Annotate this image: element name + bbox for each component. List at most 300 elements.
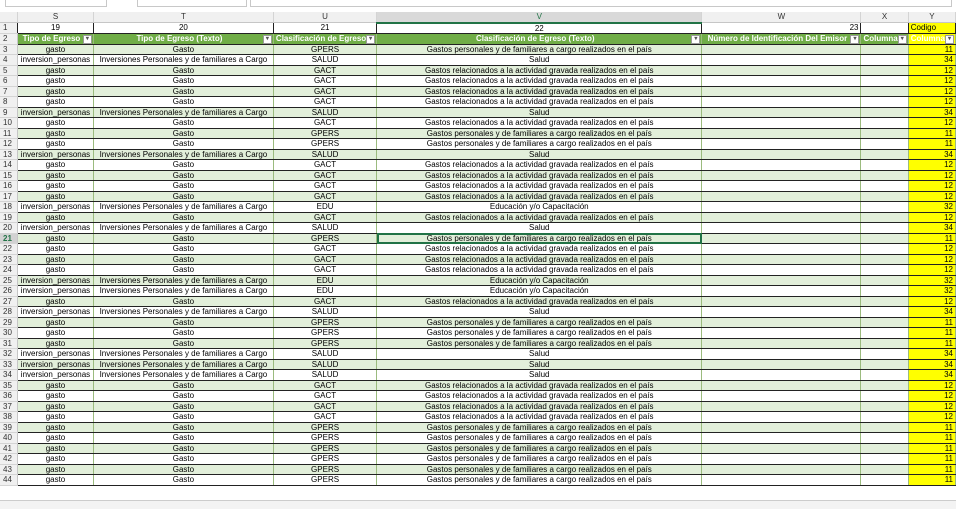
cell-Y1[interactable]: Codigo [908, 23, 955, 34]
cell-columna-x[interactable] [861, 328, 908, 339]
cell-clasificacion[interactable]: GACT [273, 181, 376, 192]
cell-clasificacion-texto[interactable]: Gastos relacionados a la actividad gravada realizados en el país [377, 86, 702, 97]
row-header[interactable]: 43 [0, 464, 18, 475]
cell-numero-identificacion[interactable] [702, 86, 861, 97]
header-cell-V[interactable] [377, 34, 702, 45]
cell-columna-x[interactable] [861, 265, 908, 276]
cell-tipo-egreso[interactable]: gasto [18, 97, 94, 108]
cell-numero-identificacion[interactable] [702, 286, 861, 297]
cell-numero-identificacion[interactable] [702, 244, 861, 255]
cell-clasificacion-texto[interactable]: Gastos relacionados a la actividad gravada realizados en el país [377, 118, 702, 129]
cell-codigo[interactable]: 12 [908, 265, 955, 276]
cell-numero-identificacion[interactable] [702, 401, 861, 412]
row-header[interactable]: 23 [0, 254, 18, 265]
cell-codigo[interactable]: 12 [908, 65, 955, 76]
cell-tipo-egreso-texto[interactable]: Gasto [93, 475, 273, 486]
cell-columna-x[interactable] [861, 76, 908, 87]
header-cell-W[interactable] [702, 34, 861, 45]
cell-clasificacion-texto[interactable]: Gastos personales y de familiares a cargo realizados en el país [377, 338, 702, 349]
cell-tipo-egreso-texto[interactable]: Gasto [93, 128, 273, 139]
cell-numero-identificacion[interactable] [702, 191, 861, 202]
cell-columna-x[interactable] [861, 317, 908, 328]
cell-tipo-egreso[interactable]: gasto [18, 317, 94, 328]
cell-numero-identificacion[interactable] [702, 338, 861, 349]
cell-tipo-egreso[interactable]: gasto [18, 328, 94, 339]
cell-clasificacion[interactable]: GPERS [273, 475, 376, 486]
cell-tipo-egreso[interactable]: inversion_personas [18, 223, 94, 234]
cell-clasificacion[interactable]: GACT [273, 254, 376, 265]
cell-clasificacion[interactable]: GACT [273, 170, 376, 181]
cell-numero-identificacion[interactable] [702, 254, 861, 265]
cell-codigo[interactable]: 12 [908, 380, 955, 391]
cell-tipo-egreso-texto[interactable]: Gasto [93, 86, 273, 97]
cell-numero-identificacion[interactable] [702, 107, 861, 118]
cell-clasificacion[interactable]: GPERS [273, 338, 376, 349]
name-box[interactable] [5, 0, 107, 7]
cell-codigo[interactable]: 12 [908, 401, 955, 412]
cell-clasificacion[interactable]: EDU [273, 286, 376, 297]
cell-S1[interactable]: 19 [18, 23, 94, 34]
cell-clasificacion-texto[interactable]: Gastos personales y de familiares a cargo realizados en el país [377, 443, 702, 454]
cell-clasificacion-texto[interactable]: Gastos relacionados a la actividad gravada realizados en el país [377, 412, 702, 423]
cell-V1[interactable]: 22 [377, 23, 702, 34]
cell-tipo-egreso[interactable]: gasto [18, 118, 94, 129]
formula-bar[interactable] [250, 0, 952, 7]
cell-tipo-egreso-texto[interactable]: Inversiones Personales y de familiares a Cargo [93, 349, 273, 360]
cell-numero-identificacion[interactable] [702, 202, 861, 213]
cell-tipo-egreso-texto[interactable]: Gasto [93, 65, 273, 76]
cell-tipo-egreso[interactable]: gasto [18, 443, 94, 454]
cell-columna-x[interactable] [861, 296, 908, 307]
cell-U1[interactable]: 21 [273, 23, 376, 34]
cell-tipo-egreso[interactable]: gasto [18, 76, 94, 87]
cell-codigo[interactable]: 11 [908, 475, 955, 486]
cell-columna-x[interactable] [861, 223, 908, 234]
cell-codigo[interactable]: 12 [908, 76, 955, 87]
cell-clasificacion[interactable]: SALUD [273, 359, 376, 370]
cell-tipo-egreso[interactable]: inversion_personas [18, 55, 94, 66]
row-header[interactable]: 2 [0, 34, 18, 45]
cell-clasificacion-texto[interactable]: Salud [377, 307, 702, 318]
cell-tipo-egreso-texto[interactable]: Inversiones Personales y de familiares a Cargo [93, 370, 273, 381]
cell-tipo-egreso-texto[interactable]: Gasto [93, 296, 273, 307]
row-header[interactable]: 20 [0, 223, 18, 234]
cell-tipo-egreso-texto[interactable]: Gasto [93, 76, 273, 87]
column-header-X[interactable]: X [861, 12, 908, 23]
filter-dropdown-icon[interactable]: ▾ [83, 35, 92, 44]
row-header[interactable]: 24 [0, 265, 18, 276]
cell-tipo-egreso-texto[interactable]: Gasto [93, 170, 273, 181]
cell-clasificacion[interactable]: GPERS [273, 433, 376, 444]
cell-codigo[interactable]: 11 [908, 317, 955, 328]
cell-numero-identificacion[interactable] [702, 475, 861, 486]
cell-columna-x[interactable] [861, 338, 908, 349]
cell-clasificacion-texto[interactable]: Gastos personales y de familiares a cargo realizados en el país [377, 44, 702, 55]
cell-tipo-egreso[interactable]: inversion_personas [18, 286, 94, 297]
cell-tipo-egreso[interactable]: gasto [18, 454, 94, 465]
cell-tipo-egreso-texto[interactable]: Gasto [93, 412, 273, 423]
cell-columna-x[interactable] [861, 128, 908, 139]
cell-numero-identificacion[interactable] [702, 454, 861, 465]
cell-clasificacion-texto[interactable]: Gastos relacionados a la actividad gravada realizados en el país [377, 170, 702, 181]
cell-clasificacion[interactable]: GACT [273, 86, 376, 97]
cell-columna-x[interactable] [861, 244, 908, 255]
cell-numero-identificacion[interactable] [702, 170, 861, 181]
cell-codigo[interactable]: 32 [908, 202, 955, 213]
cell-columna-x[interactable] [861, 149, 908, 160]
row-header[interactable]: 8 [0, 97, 18, 108]
cell-clasificacion[interactable]: SALUD [273, 349, 376, 360]
cell-columna-x[interactable] [861, 233, 908, 244]
cell-codigo[interactable]: 34 [908, 55, 955, 66]
cell-codigo[interactable]: 11 [908, 338, 955, 349]
row-header[interactable]: 19 [0, 212, 18, 223]
cell-tipo-egreso-texto[interactable]: Inversiones Personales y de familiares a Cargo [93, 223, 273, 234]
row-header[interactable]: 11 [0, 128, 18, 139]
filter-dropdown-icon[interactable]: ▾ [263, 35, 272, 44]
cell-numero-identificacion[interactable] [702, 317, 861, 328]
row-header[interactable]: 12 [0, 139, 18, 150]
header-cell-U[interactable] [273, 34, 376, 45]
cell-clasificacion[interactable]: GPERS [273, 328, 376, 339]
cell-tipo-egreso-texto[interactable]: Gasto [93, 464, 273, 475]
cell-tipo-egreso-texto[interactable]: Gasto [93, 191, 273, 202]
cell-codigo[interactable]: 12 [908, 170, 955, 181]
cell-clasificacion-texto[interactable]: Gastos relacionados a la actividad gravada realizados en el país [377, 65, 702, 76]
header-cell-T[interactable] [93, 34, 273, 45]
cell-clasificacion-texto[interactable]: Gastos relacionados a la actividad gravada realizados en el país [377, 212, 702, 223]
cell-clasificacion[interactable]: SALUD [273, 55, 376, 66]
cell-tipo-egreso-texto[interactable]: Gasto [93, 254, 273, 265]
cell-clasificacion[interactable]: EDU [273, 202, 376, 213]
row-header[interactable]: 31 [0, 338, 18, 349]
cell-codigo[interactable]: 34 [908, 149, 955, 160]
cell-tipo-egreso[interactable]: inversion_personas [18, 370, 94, 381]
cell-tipo-egreso-texto[interactable]: Inversiones Personales y de familiares a Cargo [93, 55, 273, 66]
cell-tipo-egreso[interactable]: gasto [18, 233, 94, 244]
cell-tipo-egreso-texto[interactable]: Inversiones Personales y de familiares a Cargo [93, 286, 273, 297]
cell-numero-identificacion[interactable] [702, 328, 861, 339]
cell-numero-identificacion[interactable] [702, 443, 861, 454]
cell-clasificacion[interactable]: GACT [273, 160, 376, 171]
cell-columna-x[interactable] [861, 107, 908, 118]
cell-columna-x[interactable] [861, 359, 908, 370]
filter-dropdown-icon[interactable]: ▾ [366, 35, 375, 44]
cell-clasificacion-texto[interactable]: Gastos personales y de familiares a cargo realizados en el país [377, 128, 702, 139]
cell-clasificacion[interactable]: GPERS [273, 422, 376, 433]
cell-tipo-egreso[interactable]: inversion_personas [18, 149, 94, 160]
cell-codigo[interactable]: 11 [908, 128, 955, 139]
cell-clasificacion[interactable]: SALUD [273, 107, 376, 118]
cell-clasificacion-texto[interactable]: Salud [377, 223, 702, 234]
cell-tipo-egreso-texto[interactable]: Gasto [93, 44, 273, 55]
cell-columna-x[interactable] [861, 160, 908, 171]
row-header[interactable]: 42 [0, 454, 18, 465]
cell-numero-identificacion[interactable] [702, 296, 861, 307]
cell-clasificacion-texto[interactable]: Gastos personales y de familiares a cargo realizados en el país [377, 475, 702, 486]
row-header[interactable]: 17 [0, 191, 18, 202]
cell-clasificacion[interactable]: GPERS [273, 233, 376, 244]
cell-clasificacion-texto[interactable]: Gastos relacionados a la actividad gravada realizados en el país [377, 265, 702, 276]
cell-tipo-egreso-texto[interactable]: Inversiones Personales y de familiares a Cargo [93, 359, 273, 370]
cell-codigo[interactable]: 11 [908, 454, 955, 465]
cell-numero-identificacion[interactable] [702, 370, 861, 381]
cell-columna-x[interactable] [861, 254, 908, 265]
cell-clasificacion-texto[interactable]: Gastos personales y de familiares a cargo realizados en el país [377, 454, 702, 465]
row-header[interactable]: 39 [0, 422, 18, 433]
cell-numero-identificacion[interactable] [702, 149, 861, 160]
cell-tipo-egreso-texto[interactable]: Inversiones Personales y de familiares a Cargo [93, 107, 273, 118]
cell-codigo[interactable]: 11 [908, 422, 955, 433]
cell-tipo-egreso-texto[interactable]: Gasto [93, 244, 273, 255]
cell-clasificacion-texto[interactable]: Salud [377, 349, 702, 360]
cell-columna-x[interactable] [861, 170, 908, 181]
cell-clasificacion-texto[interactable]: Salud [377, 359, 702, 370]
cell-clasificacion[interactable]: GACT [273, 380, 376, 391]
cell-tipo-egreso-texto[interactable]: Gasto [93, 118, 273, 129]
row-header[interactable]: 5 [0, 65, 18, 76]
cell-tipo-egreso[interactable]: gasto [18, 412, 94, 423]
cell-clasificacion-texto[interactable]: Gastos relacionados a la actividad gravada realizados en el país [377, 380, 702, 391]
cell-clasificacion[interactable]: GACT [273, 296, 376, 307]
cell-clasificacion[interactable]: GPERS [273, 139, 376, 150]
cell-numero-identificacion[interactable] [702, 433, 861, 444]
cell-tipo-egreso[interactable]: gasto [18, 401, 94, 412]
cell-codigo[interactable]: 11 [908, 433, 955, 444]
cell-columna-x[interactable] [861, 118, 908, 129]
cell-tipo-egreso-texto[interactable]: Gasto [93, 401, 273, 412]
cell-columna-x[interactable] [861, 380, 908, 391]
row-header[interactable]: 6 [0, 76, 18, 87]
cell-clasificacion[interactable]: GPERS [273, 128, 376, 139]
cell-clasificacion[interactable]: GACT [273, 97, 376, 108]
cell-clasificacion-texto[interactable]: Gastos relacionados a la actividad gravada realizados en el país [377, 401, 702, 412]
cell-numero-identificacion[interactable] [702, 44, 861, 55]
cell-tipo-egreso-texto[interactable]: Gasto [93, 433, 273, 444]
row-header[interactable]: 32 [0, 349, 18, 360]
cell-columna-x[interactable] [861, 275, 908, 286]
cell-clasificacion[interactable]: SALUD [273, 149, 376, 160]
cell-tipo-egreso[interactable]: gasto [18, 265, 94, 276]
cell-codigo[interactable]: 12 [908, 391, 955, 402]
cell-clasificacion-texto[interactable]: Gastos relacionados a la actividad gravada realizados en el país [377, 97, 702, 108]
filter-dropdown-icon[interactable]: ▾ [898, 35, 907, 44]
cell-clasificacion[interactable]: GACT [273, 118, 376, 129]
cell-tipo-egreso-texto[interactable]: Inversiones Personales y de familiares a Cargo [93, 202, 273, 213]
column-header-S[interactable]: S [18, 12, 94, 23]
cell-tipo-egreso[interactable]: gasto [18, 296, 94, 307]
cell-T1[interactable]: 20 [93, 23, 273, 34]
cell-tipo-egreso-texto[interactable]: Gasto [93, 338, 273, 349]
cell-tipo-egreso-texto[interactable]: Gasto [93, 139, 273, 150]
row-header[interactable]: 22 [0, 244, 18, 255]
cell-clasificacion-texto[interactable]: Salud [377, 55, 702, 66]
cell-tipo-egreso[interactable]: gasto [18, 170, 94, 181]
row-header[interactable]: 26 [0, 286, 18, 297]
cell-numero-identificacion[interactable] [702, 380, 861, 391]
cell-codigo[interactable]: 32 [908, 275, 955, 286]
cell-clasificacion-texto[interactable]: Gastos personales y de familiares a cargo realizados en el país [377, 328, 702, 339]
cell-numero-identificacion[interactable] [702, 65, 861, 76]
row-header[interactable]: 37 [0, 401, 18, 412]
cell-columna-x[interactable] [861, 139, 908, 150]
cell-clasificacion-texto[interactable]: Gastos personales y de familiares a cargo realizados en el país [377, 317, 702, 328]
cell-codigo[interactable]: 11 [908, 464, 955, 475]
cell-columna-x[interactable] [861, 349, 908, 360]
cell-numero-identificacion[interactable] [702, 97, 861, 108]
cell-tipo-egreso-texto[interactable]: Gasto [93, 443, 273, 454]
cell-clasificacion-texto[interactable]: Gastos personales y de familiares a cargo realizados en el país [377, 139, 702, 150]
cell-numero-identificacion[interactable] [702, 422, 861, 433]
row-header[interactable]: 9 [0, 107, 18, 118]
cell-tipo-egreso-texto[interactable]: Gasto [93, 160, 273, 171]
cell-tipo-egreso[interactable]: gasto [18, 181, 94, 192]
cell-codigo[interactable]: 12 [908, 412, 955, 423]
cell-codigo[interactable]: 12 [908, 254, 955, 265]
cell-tipo-egreso[interactable]: gasto [18, 391, 94, 402]
cell-codigo[interactable]: 12 [908, 118, 955, 129]
cell-tipo-egreso-texto[interactable]: Gasto [93, 380, 273, 391]
cell-tipo-egreso[interactable]: gasto [18, 338, 94, 349]
cell-clasificacion[interactable]: GACT [273, 65, 376, 76]
cell-numero-identificacion[interactable] [702, 181, 861, 192]
cell-numero-identificacion[interactable] [702, 118, 861, 129]
cell-tipo-egreso[interactable]: gasto [18, 160, 94, 171]
cell-tipo-egreso[interactable]: gasto [18, 464, 94, 475]
cell-tipo-egreso[interactable]: gasto [18, 254, 94, 265]
cell-codigo[interactable]: 11 [908, 328, 955, 339]
cell-tipo-egreso-texto[interactable]: Gasto [93, 181, 273, 192]
cell-clasificacion[interactable]: GPERS [273, 454, 376, 465]
cell-columna-x[interactable] [861, 55, 908, 66]
row-header[interactable]: 44 [0, 475, 18, 486]
cell-W1[interactable]: 23 [702, 23, 861, 34]
row-header[interactable]: 3 [0, 44, 18, 55]
cell-tipo-egreso[interactable]: inversion_personas [18, 307, 94, 318]
cell-clasificacion-texto[interactable]: Gastos relacionados a la actividad gravada realizados en el país [377, 181, 702, 192]
cell-tipo-egreso[interactable]: inversion_personas [18, 275, 94, 286]
cell-codigo[interactable]: 12 [908, 160, 955, 171]
header-cell-X[interactable] [861, 34, 908, 45]
cell-tipo-egreso[interactable]: gasto [18, 475, 94, 486]
cell-codigo[interactable]: 34 [908, 359, 955, 370]
cell-codigo[interactable]: 32 [908, 286, 955, 297]
cell-numero-identificacion[interactable] [702, 412, 861, 423]
cell-codigo[interactable]: 11 [908, 443, 955, 454]
row-header[interactable]: 36 [0, 391, 18, 402]
cell-tipo-egreso-texto[interactable]: Gasto [93, 97, 273, 108]
cell-tipo-egreso[interactable]: inversion_personas [18, 202, 94, 213]
row-header[interactable]: 41 [0, 443, 18, 454]
cell-columna-x[interactable] [861, 97, 908, 108]
cell-tipo-egreso[interactable]: gasto [18, 433, 94, 444]
cell-tipo-egreso[interactable]: gasto [18, 86, 94, 97]
cell-tipo-egreso[interactable]: gasto [18, 191, 94, 202]
cell-clasificacion-texto[interactable]: Gastos relacionados a la actividad gravada realizados en el país [377, 191, 702, 202]
cell-tipo-egreso-texto[interactable]: Gasto [93, 328, 273, 339]
cell-codigo[interactable]: 12 [908, 97, 955, 108]
cell-clasificacion[interactable]: GPERS [273, 44, 376, 55]
cell-columna-x[interactable] [861, 475, 908, 486]
cell-clasificacion[interactable]: GACT [273, 265, 376, 276]
row-header[interactable]: 15 [0, 170, 18, 181]
cell-clasificacion-texto[interactable]: Gastos personales y de familiares a cargo realizados en el país [377, 464, 702, 475]
row-header[interactable]: 34 [0, 370, 18, 381]
cell-clasificacion[interactable]: GPERS [273, 443, 376, 454]
cell-tipo-egreso[interactable]: gasto [18, 422, 94, 433]
cell-codigo[interactable]: 11 [908, 139, 955, 150]
cell-columna-x[interactable] [861, 86, 908, 97]
cell-codigo[interactable]: 34 [908, 349, 955, 360]
cell-columna-x[interactable] [861, 422, 908, 433]
cell-tipo-egreso[interactable]: gasto [18, 212, 94, 223]
cell-codigo[interactable]: 34 [908, 107, 955, 118]
cell-clasificacion[interactable]: GACT [273, 212, 376, 223]
cell-columna-x[interactable] [861, 191, 908, 202]
cell-numero-identificacion[interactable] [702, 391, 861, 402]
cell-clasificacion-texto[interactable]: Gastos relacionados a la actividad gravada realizados en el país [377, 76, 702, 87]
cell-clasificacion-texto[interactable]: Gastos relacionados a la actividad gravada realizados en el país [377, 244, 702, 255]
cell-tipo-egreso[interactable]: inversion_personas [18, 359, 94, 370]
cell-numero-identificacion[interactable] [702, 275, 861, 286]
cell-clasificacion-texto[interactable]: Gastos personales y de familiares a cargo realizados en el país [377, 422, 702, 433]
cell-tipo-egreso[interactable]: gasto [18, 380, 94, 391]
row-header[interactable]: 29 [0, 317, 18, 328]
cell-codigo[interactable]: 12 [908, 191, 955, 202]
row-header[interactable]: 10 [0, 118, 18, 129]
cell-codigo[interactable]: 34 [908, 307, 955, 318]
header-cell-S[interactable] [18, 34, 94, 45]
formula-control[interactable] [137, 0, 247, 7]
column-header-Y[interactable]: Y [908, 12, 955, 23]
cell-tipo-egreso-texto[interactable]: Gasto [93, 212, 273, 223]
column-header-T[interactable]: T [93, 12, 273, 23]
cell-numero-identificacion[interactable] [702, 139, 861, 150]
cell-columna-x[interactable] [861, 44, 908, 55]
cell-numero-identificacion[interactable] [702, 307, 861, 318]
cell-codigo[interactable]: 12 [908, 181, 955, 192]
cell-numero-identificacion[interactable] [702, 223, 861, 234]
cell-clasificacion[interactable]: GACT [273, 391, 376, 402]
cell-numero-identificacion[interactable] [702, 128, 861, 139]
cell-tipo-egreso-texto[interactable]: Inversiones Personales y de familiares a Cargo [93, 149, 273, 160]
filter-dropdown-icon[interactable]: ▾ [691, 35, 700, 44]
cell-columna-x[interactable] [861, 443, 908, 454]
cell-columna-x[interactable] [861, 307, 908, 318]
row-header[interactable]: 14 [0, 160, 18, 171]
cell-clasificacion-texto[interactable]: Gastos relacionados a la actividad gravada realizados en el país [377, 254, 702, 265]
filter-dropdown-icon[interactable]: ▾ [945, 35, 954, 44]
cell-columna-x[interactable] [861, 433, 908, 444]
cell-clasificacion-texto[interactable]: Gastos relacionados a la actividad gravada realizados en el país [377, 391, 702, 402]
filter-dropdown-icon[interactable]: ▾ [850, 35, 859, 44]
cell-numero-identificacion[interactable] [702, 464, 861, 475]
cell-numero-identificacion[interactable] [702, 160, 861, 171]
row-header[interactable]: 16 [0, 181, 18, 192]
cell-tipo-egreso[interactable]: inversion_personas [18, 107, 94, 118]
row-header[interactable]: 28 [0, 307, 18, 318]
cell-columna-x[interactable] [861, 286, 908, 297]
cell-columna-x[interactable] [861, 454, 908, 465]
cell-codigo[interactable]: 34 [908, 370, 955, 381]
cell-tipo-egreso-texto[interactable]: Gasto [93, 233, 273, 244]
cell-tipo-egreso-texto[interactable]: Gasto [93, 422, 273, 433]
row-header[interactable]: 7 [0, 86, 18, 97]
row-header[interactable]: 27 [0, 296, 18, 307]
cell-clasificacion-texto[interactable]: Salud [377, 370, 702, 381]
cell-clasificacion[interactable]: SALUD [273, 223, 376, 234]
header-cell-Y[interactable] [908, 34, 955, 45]
